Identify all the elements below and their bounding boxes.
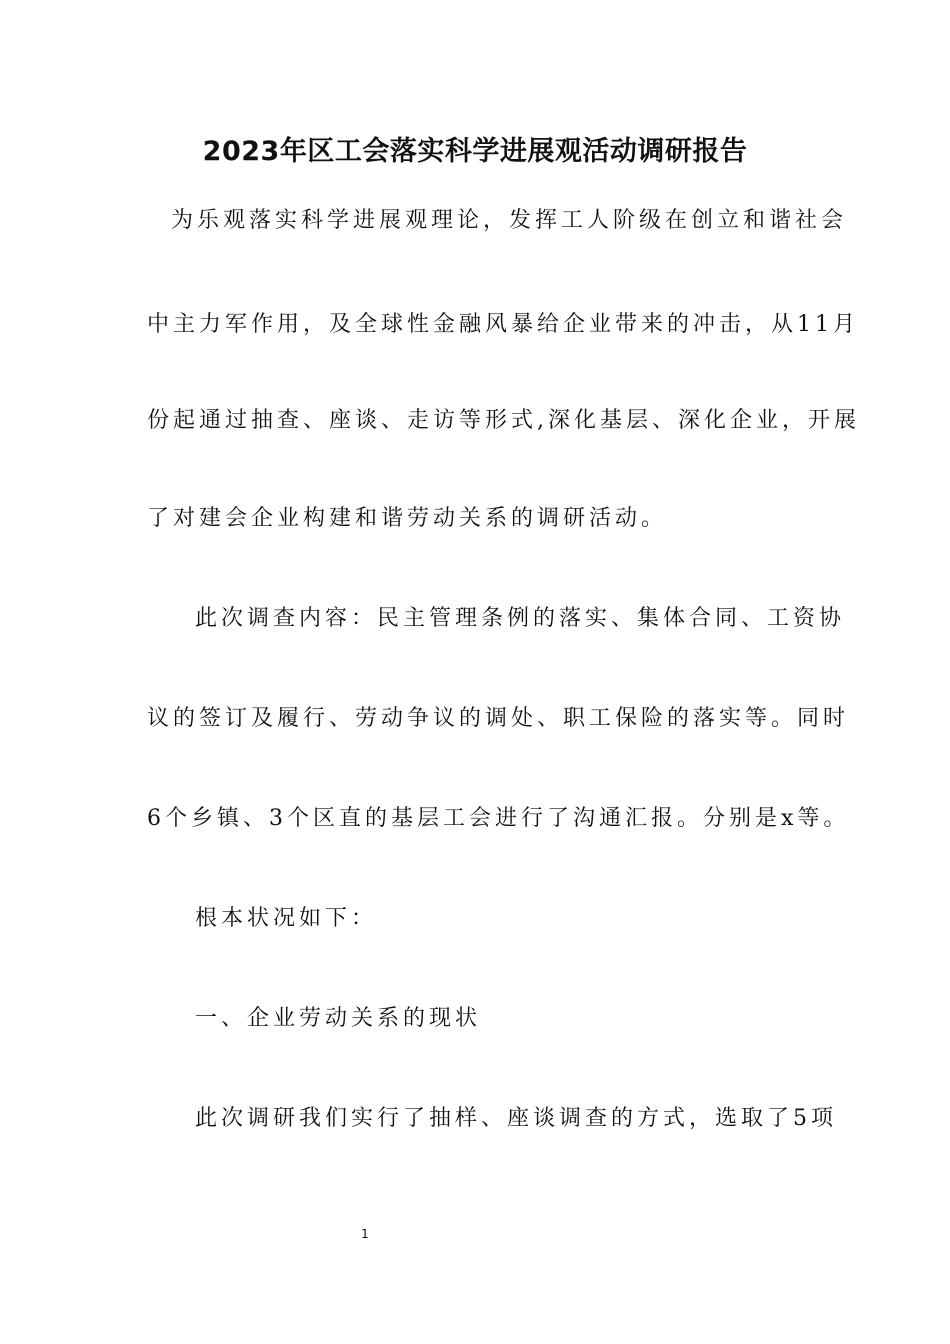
paragraph-line: 了对建会企业构建和谐劳动关系的调研活动。 <box>147 506 668 531</box>
document-title: 2023年区工会落实科学进展观活动调研报告 <box>202 136 748 167</box>
paragraph-line: 议的签订及履行、劳动争议的调处、职工保险的落实等。同时 <box>147 706 850 731</box>
section-heading: 一、企业劳动关系的现状 <box>195 1006 482 1031</box>
paragraph-line: 此次调查内容：民主管理条例的落实、集体合同、工资协 <box>195 606 846 631</box>
paragraph-line: 此次调研我们实行了抽样、座谈调查的方式，选取了5项 <box>195 1106 837 1131</box>
page-number: 1 <box>361 1227 369 1241</box>
paragraph-line: 中主力军作用，及全球性金融风暴给企业带来的冲击，从11月 <box>147 312 859 337</box>
paragraph-line: 6个乡镇、3个区直的基层工会进行了沟通汇报。分别是x等。 <box>147 806 850 831</box>
paragraph-line: 为乐观落实科学进展观理论，发挥工人阶级在创立和谐社会 <box>171 208 848 233</box>
paragraph-line: 份起通过抽查、座谈、走访等形式,深化基层、深化企业，开展 <box>147 408 860 433</box>
paragraph-line: 根本状况如下： <box>195 906 378 931</box>
